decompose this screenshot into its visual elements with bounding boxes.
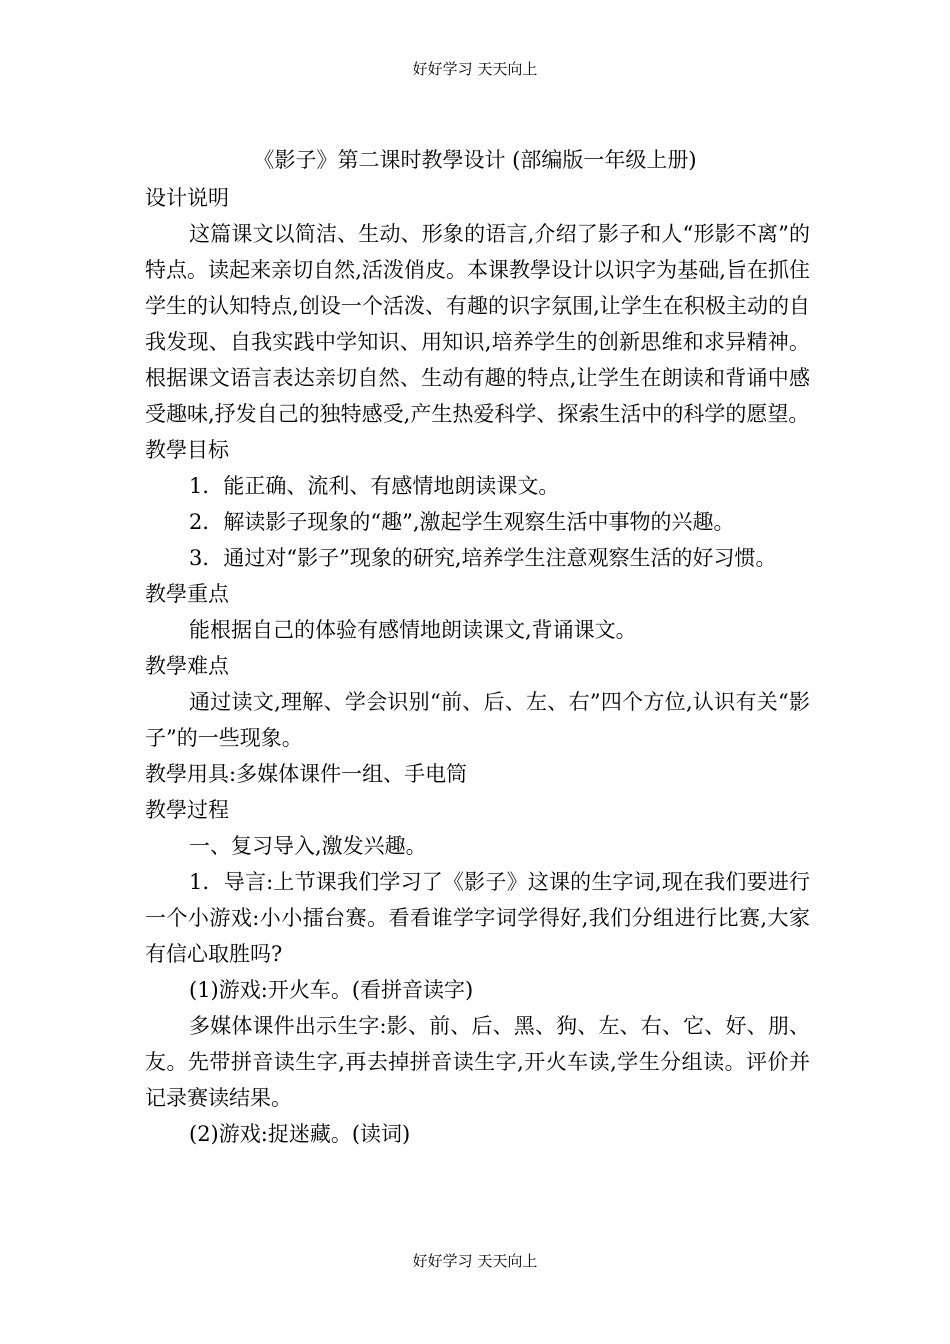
paragraph-design-notes: 这篇课文以简洁、生动、形象的语言,介绍了影子和人“形影不离”的特点。读起来亲切自然,活泼俏皮。本课教學设计以识字为基础,旨在抓住学生的认知特点,创设一个活泼、有趣的识字氛围,让学生在积极主动的自我发现、自我实践中学知识、用知识,培养学生的创新思维和求异精神。根据课文语言表达亲切自然、生动有趣的特点,让学生在朗读和背诵中感受趣味,抒发自己的独特感受,产生热爱科学、探索生活中的科学的愿望。: [145, 222, 810, 426]
document-title: 《影子》第二课时教學设计 (部编版一年级上册): [253, 148, 697, 172]
list-item-goal-3: 3．通过对“影子”现象的研究,培养学生注意观察生活的好习惯。: [189, 546, 777, 570]
section-heading-difficulties: 教學难点: [145, 654, 229, 678]
page-header: 好好学习 天天向上: [412, 60, 538, 78]
section-heading-tools: 教學用具:多媒体课件一组、手电筒: [145, 762, 468, 786]
paragraph-intro: 1．导言:上节课我们学习了《影子》这课的生字词,现在我们要进行一个小游戏:小小擂台赛。看看谁学字词学得好,我们分组进行比赛,大家有信心取胜吗?: [145, 870, 810, 966]
paragraph-game-1-detail: 多媒体课件出示生字:影、前、后、黑、狗、左、右、它、好、朋、友。先带拼音读生字,再去掉拼音读生字,开火车读,学生分组读。评价并记录赛读结果。: [145, 1014, 810, 1110]
paragraph-game-2: (2)游戏:捉迷藏。(读词): [189, 1122, 411, 1146]
section-heading-goals: 教學目标: [145, 438, 229, 462]
paragraph-difficulties: 通过读文,理解、学会识别“前、后、左、右”四个方位,认识有关“影子”的一些现象。: [145, 690, 810, 750]
paragraph-key-points: 能根据自己的体验有感情地朗读课文,背诵课文。: [189, 618, 637, 642]
document-body: [145, 180, 810, 1152]
list-item-goal-2: 2．解读影子现象的“趣”,激起学生观察生活中事物的兴趣。: [189, 510, 735, 534]
paragraph-game-1: (1)游戏:开火车。(看拼音读字): [189, 978, 474, 1002]
section-heading-design-notes: 设计说明: [145, 186, 229, 210]
section-heading-process: 教學过程: [145, 798, 229, 822]
list-item-goal-1: 1．能正确、流利、有感情地朗读课文。: [189, 474, 560, 498]
page-footer: 好好学习 天天向上: [412, 1252, 538, 1270]
section-heading-key-points: 教學重点: [145, 582, 229, 606]
paragraph-process-step-1: 一、复习导入,激发兴趣。: [189, 834, 427, 858]
